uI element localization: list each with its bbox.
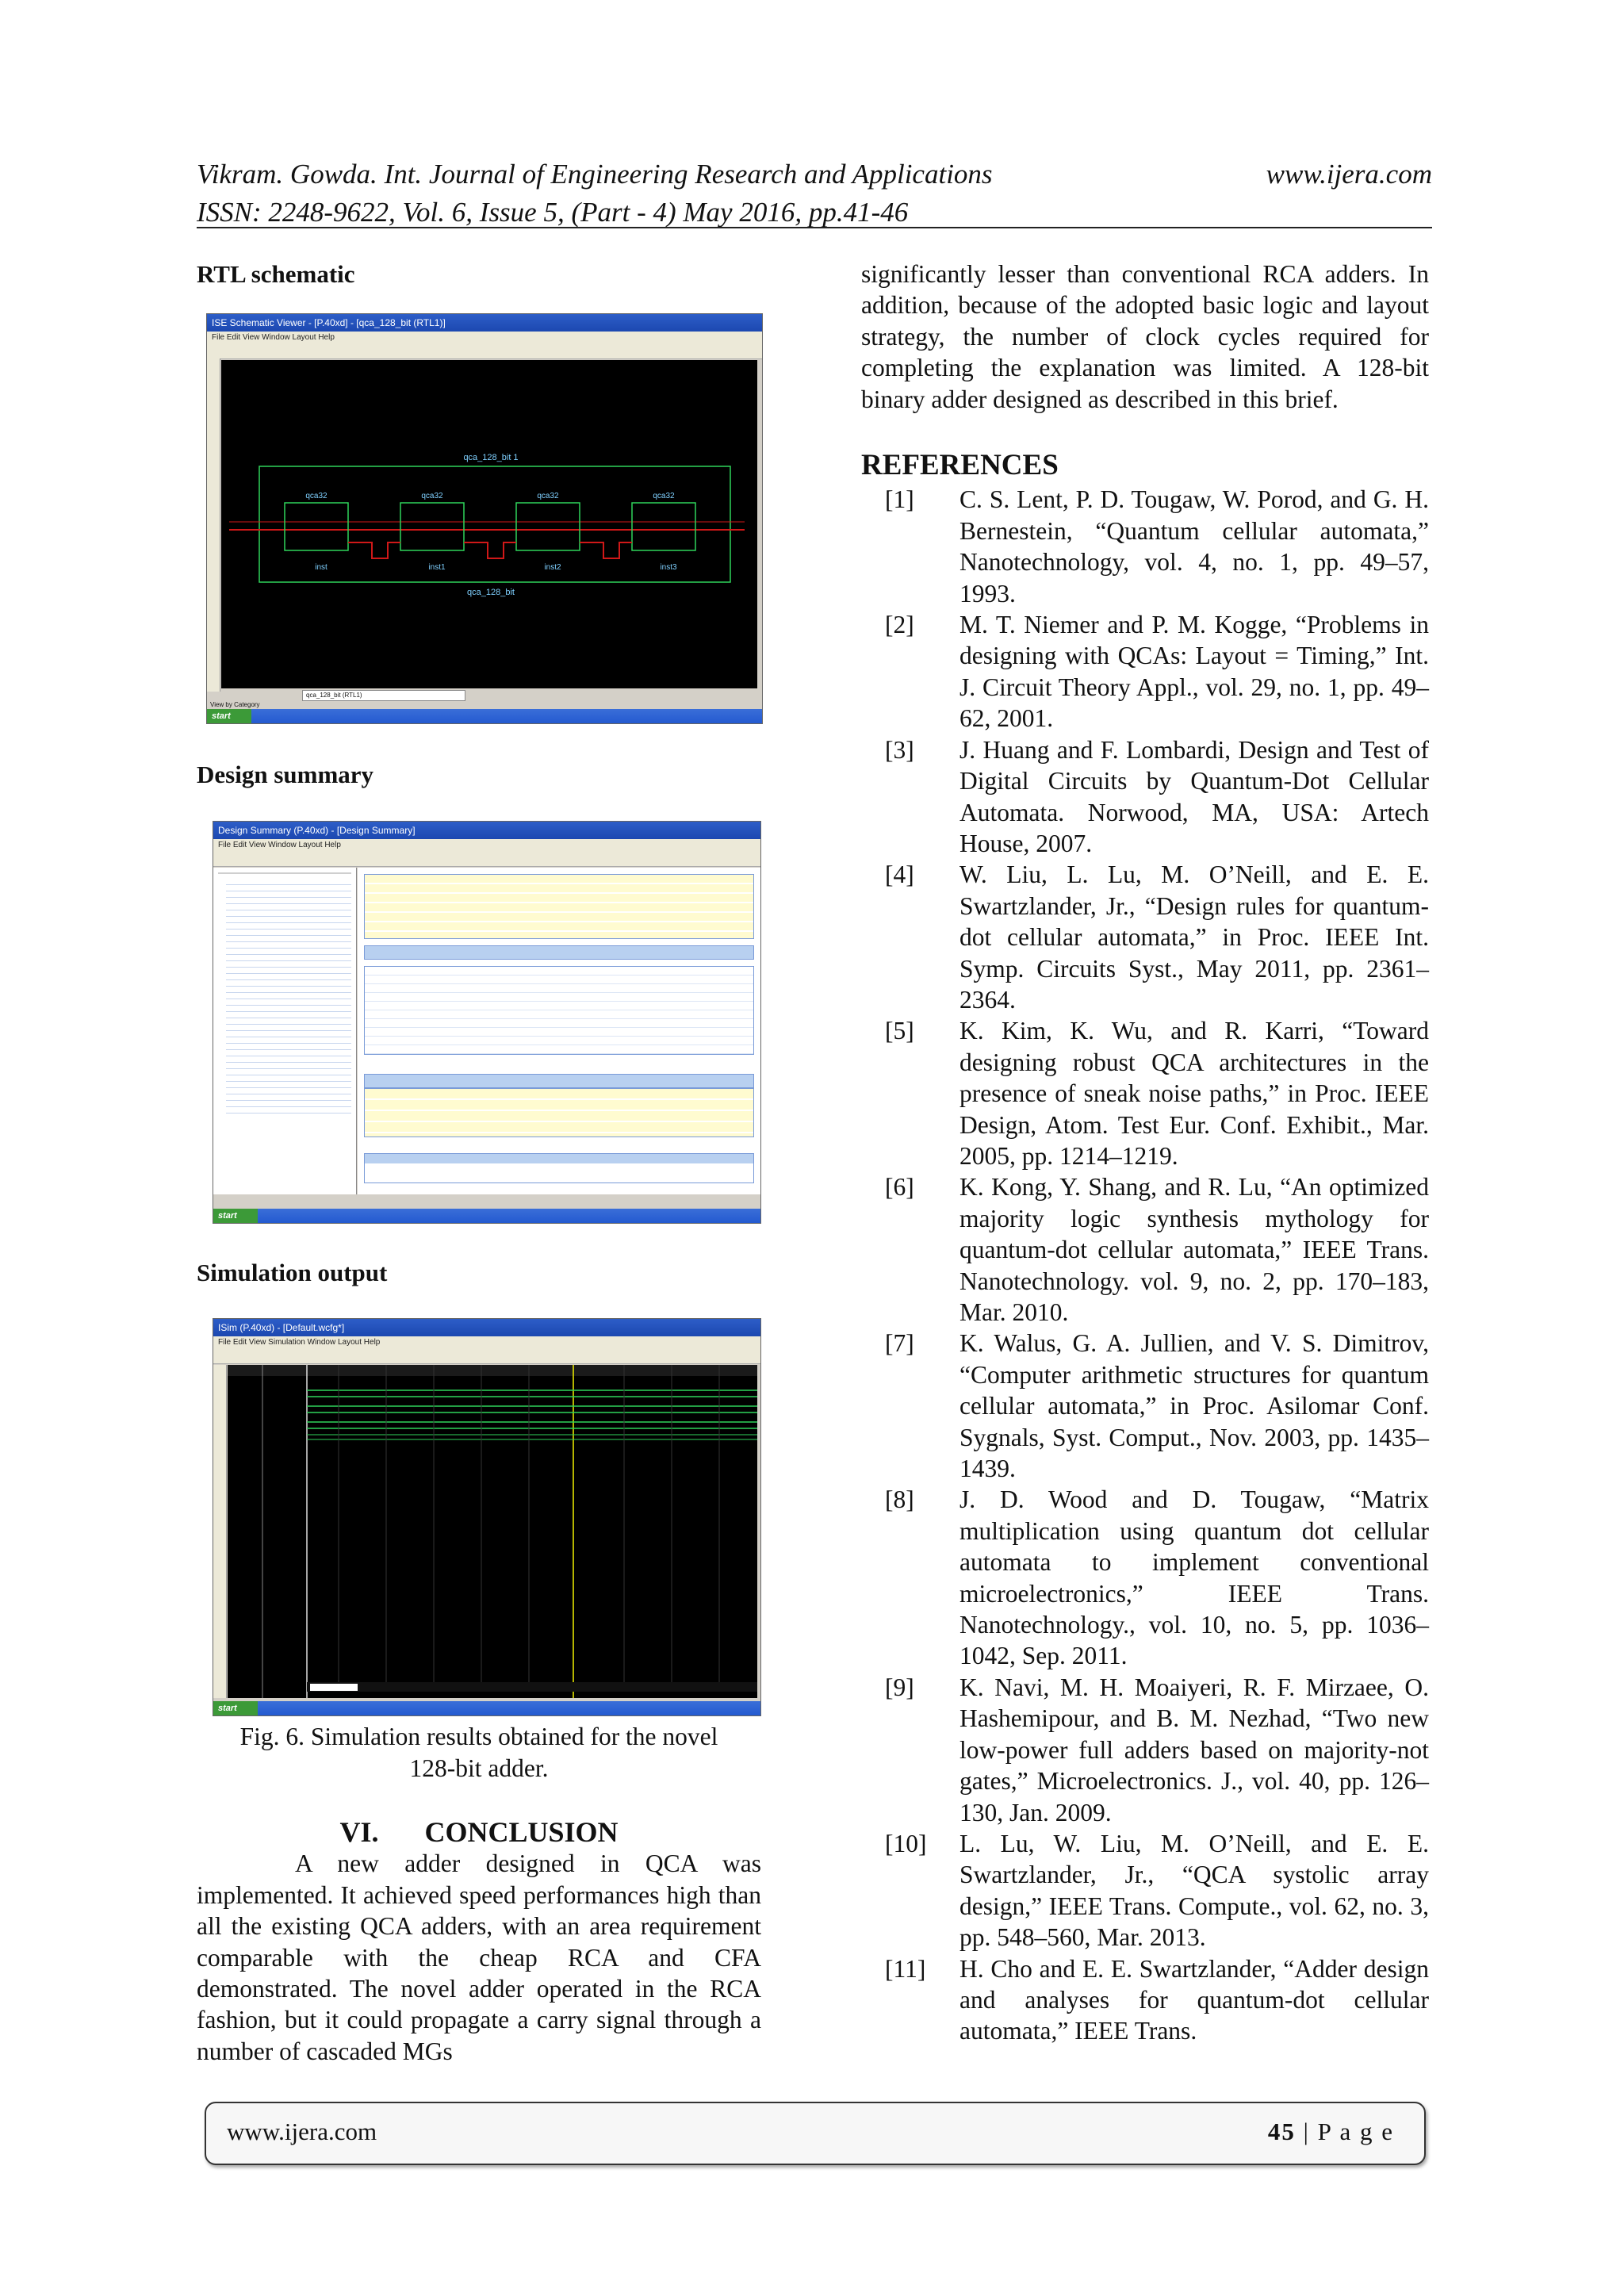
reference-text: M. T. Niemer and P. M. Kogge, “Problems in designing with QCAs: Layout = Timing,” Int. J. Circuit Theory Appl., vol. 29, no. 1, pp. 49–62, 2001. [959, 611, 1429, 733]
conclusion-heading [197, 1817, 761, 1848]
window-titlebar: Design Summary (P.40xd) - [Design Summary] [213, 822, 760, 839]
reference-item [861, 609, 1429, 734]
status-bar: View by Category [210, 701, 260, 709]
reference-text: C. S. Lent, P. D. Tougaw, W. Porod, and G. H. Bernestein, “Quantum cellular automata,” Nanotechnology, vol. 4, no. 1, pp. 49–57, 1993. [959, 485, 1429, 608]
reference-text: J. D. Wood and D. Tougaw, “Matrix multiplication using quantum dot cellular automata to implement conventional microelectronics,” IEEE Trans. Nanotechnology., vol. 10, no. 5, pp. 1036–1042, Sep. 2011. [959, 1485, 1429, 1670]
reference-text: J. Huang and F. Lombardi, Design and Test of Digital Circuits by Quantum-Dot Cellular Automata. Norwood, MA, USA: Artech House, 2007. [959, 735, 1429, 857]
simulation-screenshot [213, 1318, 761, 1716]
rtl-heading: RTL schematic [197, 260, 355, 288]
reference-text: K. Kong, Y. Shang, and R. Lu, “An optimized majority logic synthesis mythology for quantum-dot cellular automata,” IEEE Trans. Nanotechnology. vol. 9, no. 2, pp. 170–183, Mar. 2010. [959, 1173, 1429, 1326]
reference-number: [11] [885, 1954, 926, 1983]
reference-number: [10] [885, 1829, 927, 1857]
reference-item [861, 1328, 1429, 1484]
conclusion-paragraph: A new adder designed in QCA was implemented. It achieved speed performances high than all the existing QCA adders, with an area requirement comparable with the cheap RCA and CFA demonstrated. The novel adder operated in the RCA fashion, but it could propagate a carry signal through a number of cascaded MGs [197, 1849, 761, 2065]
carry-link [464, 542, 516, 558]
adder-block-1 [400, 492, 464, 572]
reference-number: [4] [885, 861, 914, 889]
start-button[interactable]: start [213, 1209, 258, 1223]
summary-report-area [358, 868, 760, 1194]
page-footer [205, 2102, 1426, 2165]
bottom-module-label: qca_128_bit [467, 588, 515, 598]
reference-item [861, 1953, 1429, 2047]
footer-website: www.ijera.com [227, 2118, 377, 2145]
reference-number: [6] [885, 1173, 914, 1202]
reference-item [861, 1171, 1429, 1328]
issn-line: ISSN: 2248-9622, Vol. 6, Issue 5, (Part - 4) May 2016, pp.41-46 [197, 197, 909, 228]
footer-page-number [1268, 2118, 1394, 2146]
simulation-heading: Simulation output [197, 1258, 388, 1286]
instance-label: inst2 [544, 563, 561, 573]
window-toolbar [213, 852, 760, 867]
schematic-tab[interactable]: qca_128_bit (RTL1) [302, 690, 465, 701]
page-number: 45 [1267, 2118, 1296, 2145]
right-column [861, 259, 1429, 2047]
reference-item [861, 734, 1429, 860]
header-rule [197, 227, 1432, 228]
journal-website: www.ijera.com [1266, 159, 1432, 190]
section-number: VI. [339, 1816, 379, 1849]
start-button[interactable]: start [207, 709, 251, 723]
reference-text: W. Liu, L. Lu, M. O’Neill, and E. E. Swartzlander, Jr., “Design rules for quantum-dot cellular automata,” in Proc. IEEE Int. Symp. Circuits Syst., May 2011, pp. 2361–2364. [959, 861, 1429, 1014]
design-summary-screenshot [213, 821, 761, 1224]
taskbar [213, 1701, 760, 1715]
block-label: qca32 [537, 492, 559, 501]
adder-block-2 [516, 492, 580, 572]
block-label: qca32 [305, 492, 327, 501]
window-toolbar [213, 1349, 760, 1364]
carry-link [348, 542, 400, 558]
waveform-drawing [228, 1365, 757, 1698]
rtl-schematic-screenshot [206, 313, 763, 724]
adder-block-3 [632, 492, 695, 572]
journal-citation: Vikram. Gowda. Int. Journal of Engineering Research and Applications [197, 159, 993, 190]
block-label: qca32 [653, 492, 675, 501]
taskbar [213, 1209, 760, 1223]
summary-tree-panel [213, 868, 357, 1194]
reference-number: [5] [885, 1017, 914, 1045]
design-heading: Design summary [197, 761, 374, 789]
reference-text: K. Navi, M. H. Moaiyeri, R. F. Mirzaee, O. Hashemipour, and B. M. Nezhad, “Two new low-power full adders based on majority-not gates,” Microelectronics. J., vol. 40, pp. 126–130, Jan. 2009. [959, 1673, 1429, 1826]
window-menubar: File Edit View Window Layout Help [207, 332, 762, 344]
reference-item [861, 1015, 1429, 1171]
reference-item [861, 484, 1429, 609]
schematic-canvas [221, 360, 757, 688]
tool-palette [213, 1365, 227, 1698]
reference-item [861, 859, 1429, 1015]
window-toolbar [207, 344, 762, 359]
reference-number: [1] [885, 485, 914, 514]
running-header [197, 155, 1432, 232]
references-heading: REFERENCES [861, 449, 1059, 482]
reference-text: K. Walus, G. A. Jullien, and V. S. Dimitrov, “Computer arithmetic structures for quantum cellular automata,” in Proc. Asilomar Conf. Sygnals, Syst. Comput., Nov. 2003, pp. 1435–1439. [959, 1329, 1429, 1483]
reference-number: [2] [885, 611, 914, 639]
reference-item [861, 1828, 1429, 1953]
reference-item [861, 1484, 1429, 1671]
window-titlebar: ISim (P.40xd) - [Default.wcfg*] [213, 1319, 760, 1336]
reference-number: [7] [885, 1329, 914, 1358]
window-titlebar: ISE Schematic Viewer - [P.40xd] - [qca_128_bit (RTL1)] [207, 314, 762, 332]
figure-caption: Fig. 6. Simulation results obtained for the novel 128-bit adder. [239, 1723, 718, 1782]
taskbar [207, 709, 762, 723]
tool-palette [207, 358, 220, 692]
reference-number: [8] [885, 1485, 914, 1514]
instance-label: inst1 [428, 563, 446, 573]
window-menubar: File Edit View Simulation Window Layout Help [213, 1336, 760, 1349]
reference-text: L. Lu, W. Liu, M. O’Neill, and E. E. Swartzlander, Jr., “QCA systolic array design,” IEEE Trans. Compute., vol. 62, no. 3, pp. 548–560, Mar. 2013. [959, 1829, 1429, 1952]
reference-text: K. Kim, K. Wu, and R. Karri, “Toward designing robust QCA architectures in the presence of sneak noise paths,” in Proc. IEEE Design, Atom. Test Eur. Conf. Exhibit., Mar. 2005, pp. 1214–1219. [959, 1017, 1429, 1170]
left-column [197, 259, 761, 2067]
window-menubar: File Edit View Window Layout Help [213, 839, 760, 852]
waveform-area [228, 1365, 757, 1698]
carry-link [580, 542, 632, 558]
reference-number: [9] [885, 1673, 914, 1701]
start-button[interactable]: start [213, 1701, 258, 1715]
intro-paragraph: significantly lesser than conventional RCA adders. In addition, because of the adopted basic logic and layout strategy, the number of clock cycles required for completing the explanation was limited. A 128-bit binary adder designed as described in this brief. [861, 260, 1429, 413]
schematic-drawing [221, 360, 757, 688]
reference-text: H. Cho and E. E. Swartzlander, “Adder design and analyses for quantum-dot cellular automata,” IEEE Trans. [959, 1954, 1429, 2045]
adder-block-0 [285, 492, 348, 572]
block-label: qca32 [421, 492, 443, 501]
instance-label: inst3 [660, 563, 677, 573]
reference-list [861, 484, 1429, 2046]
reference-item [861, 1672, 1429, 1828]
instance-label: inst [315, 563, 327, 573]
section-title: CONCLUSION [424, 1816, 619, 1849]
top-module-label: qca_128_bit 1 [463, 453, 519, 463]
page-label: | P a g e [1295, 2118, 1394, 2145]
reference-number: [3] [885, 735, 914, 764]
